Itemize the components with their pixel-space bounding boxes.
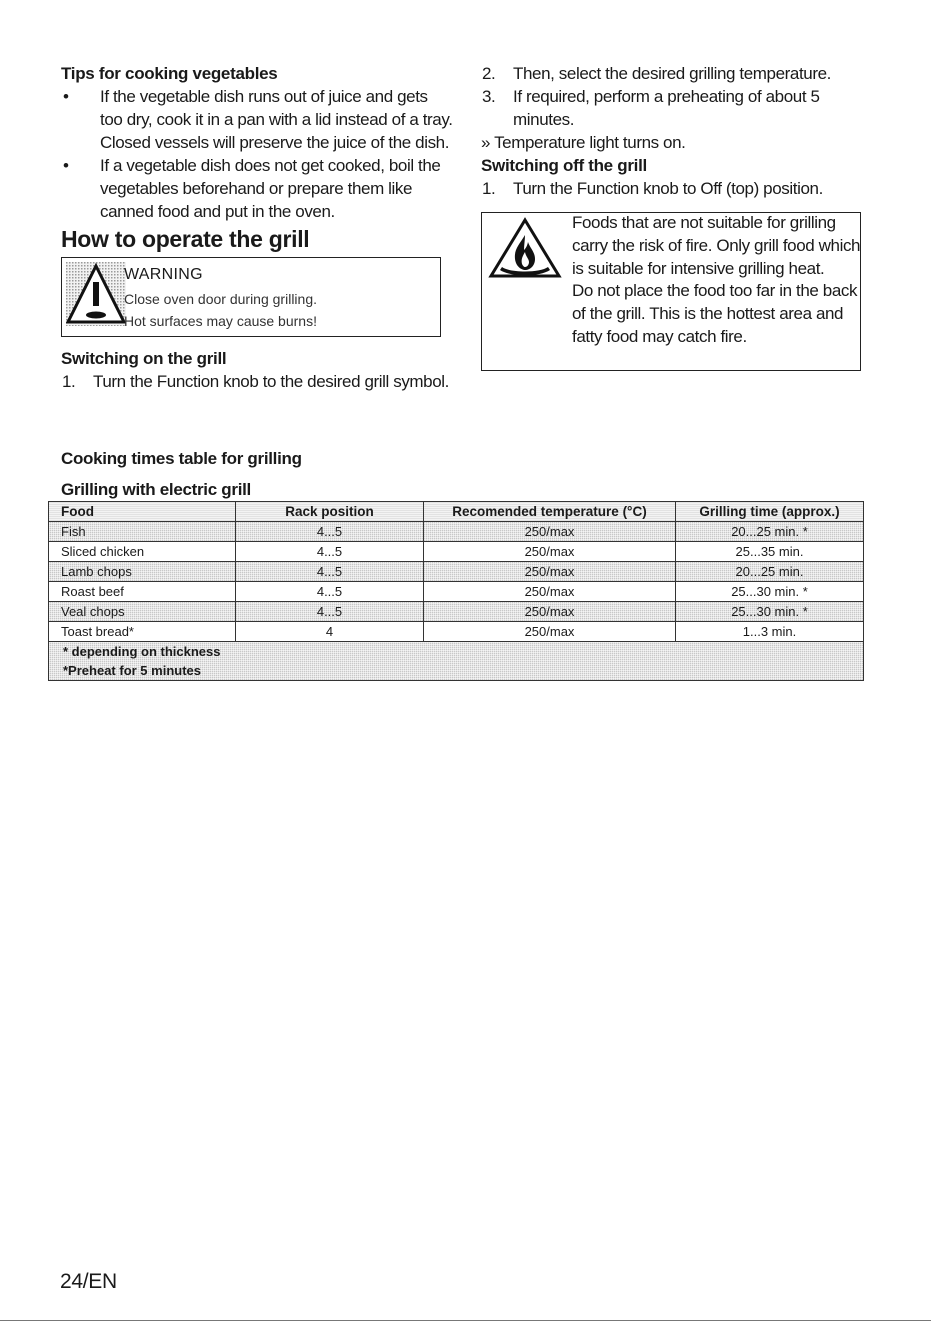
switch-on-steps (61, 370, 453, 393)
table-row (49, 602, 864, 622)
vegetables-tips-heading: Tips for cooking vegetables (61, 64, 278, 83)
food-cell: Veal chops (49, 602, 236, 622)
food-cell: Fish (49, 522, 236, 542)
rack-cell: 4 (236, 622, 424, 642)
left-column (61, 62, 453, 393)
rack-cell: 4...5 (236, 582, 424, 602)
time-cell: 20...25 min. * (676, 522, 864, 542)
fire-warning-paragraph: Foods that are not suitable for grilling carry the risk of fire. Only grill food which is suitable for intensive grilling heat. (572, 213, 861, 278)
warning-triangle-icon (66, 262, 126, 326)
step-number: 1. (62, 372, 76, 391)
warning-line: Hot surfaces may cause burns! (124, 313, 317, 329)
rack-cell: 4...5 (236, 562, 424, 582)
table-row (49, 582, 864, 602)
table-row (49, 522, 864, 542)
time-cell: 25...30 min. * (676, 582, 864, 602)
switch-on-heading: Switching on the grill (61, 349, 227, 368)
step-item (481, 177, 861, 200)
switch-on-steps-continued (481, 62, 861, 131)
vegetables-tips-list (61, 85, 453, 223)
temperature-cell: 250/max (424, 602, 676, 622)
time-cell: 25...35 min. (676, 542, 864, 562)
table-row (49, 542, 864, 562)
fire-warning-box (481, 212, 861, 371)
step-text: If required, perform a preheating of about 5 minutes. (513, 87, 820, 129)
table-headings (61, 447, 302, 501)
column-header: Recomended temperature (°C) (424, 502, 676, 522)
time-cell: 25...30 min. * (676, 602, 864, 622)
switch-off-steps (481, 177, 861, 200)
column-header: Food (49, 502, 236, 522)
bullet-icon: • (63, 87, 69, 106)
temperature-light-note: » Temperature light turns on. (481, 133, 686, 152)
table-notes (49, 642, 864, 681)
time-cell: 20...25 min. (676, 562, 864, 582)
column-header: Rack position (236, 502, 424, 522)
food-cell: Sliced chicken (49, 542, 236, 562)
page-number: 24/EN (60, 1270, 117, 1293)
switch-off-heading: Switching off the grill (481, 156, 647, 175)
fire-hazard-icon (488, 217, 562, 279)
right-column (481, 62, 861, 371)
step-item (481, 85, 861, 131)
step-number: 3. (482, 87, 496, 106)
step-text: Turn the Function knob to the desired grill symbol. (93, 372, 449, 391)
temperature-cell: 250/max (424, 582, 676, 602)
bottom-divider (0, 1320, 931, 1321)
rack-cell: 4...5 (236, 602, 424, 622)
temperature-cell: 250/max (424, 542, 676, 562)
food-cell: Lamb chops (49, 562, 236, 582)
step-item (61, 370, 453, 393)
step-text: Turn the Function knob to Off (top) position. (513, 179, 823, 198)
thickness-note: * depending on thickness (63, 644, 221, 659)
fire-warning-paragraph: Do not place the food too far in the back of the grill. This is the hottest area and fatty food may catch fire. (572, 281, 858, 346)
step-number: 1. (482, 179, 496, 198)
list-item (61, 154, 453, 223)
food-cell: Toast bread* (49, 622, 236, 642)
electric-grill-subheading: Grilling with electric grill (61, 480, 251, 499)
preheat-note: *Preheat for 5 minutes (63, 663, 201, 678)
table-notes-row (49, 642, 864, 681)
tip-text: If the vegetable dish runs out of juice and gets too dry, cook it in a pan with a lid instead of a tray. Closed vessels will preserve the juice of the dish. (100, 87, 453, 152)
step-number: 2. (482, 64, 496, 83)
table-row (49, 622, 864, 642)
temperature-cell: 250/max (424, 562, 676, 582)
table-header-row (49, 502, 864, 522)
list-item (61, 85, 453, 154)
time-cell: 1...3 min. (676, 622, 864, 642)
grilling-table (48, 501, 864, 681)
rack-cell: 4...5 (236, 522, 424, 542)
food-cell: Roast beef (49, 582, 236, 602)
step-text: Then, select the desired grilling temperature. (513, 64, 831, 83)
tip-text: If a vegetable dish does not get cooked, boil the vegetables beforehand or prepare them like canned food and put in the oven. (100, 156, 441, 221)
step-item (481, 62, 861, 85)
column-header: Grilling time (approx.) (676, 502, 864, 522)
warning-line: Close oven door during grilling. (124, 291, 317, 307)
table-row (49, 562, 864, 582)
warning-box (61, 257, 441, 337)
fire-warning-text (572, 212, 862, 349)
temperature-cell: 250/max (424, 522, 676, 542)
bullet-icon: • (63, 156, 69, 175)
grill-section-title: How to operate the grill (61, 226, 310, 252)
warning-title: WARNING (124, 266, 203, 283)
temperature-cell: 250/max (424, 622, 676, 642)
cooking-times-heading: Cooking times table for grilling (61, 449, 302, 468)
rack-cell: 4...5 (236, 542, 424, 562)
